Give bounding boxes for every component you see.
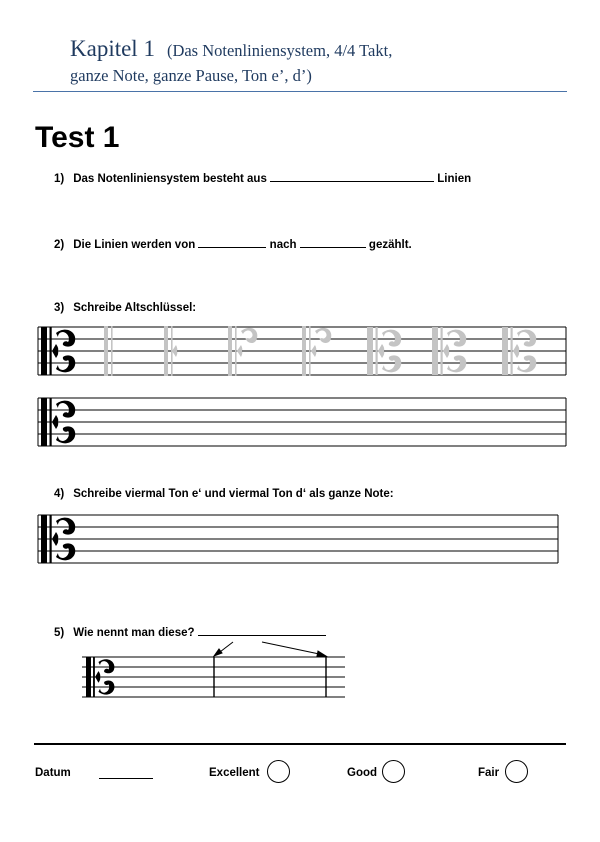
footer-divider	[34, 743, 566, 745]
excellent-label: Excellent	[209, 767, 260, 779]
question-4-number: 4)	[54, 488, 65, 500]
datum-blank[interactable]	[99, 767, 153, 779]
chapter-subtitle-line1: (Das Notenliniensystem, 4/4 Takt,	[166, 41, 393, 60]
test-title: Test 1	[35, 121, 120, 154]
question-3-number: 3)	[54, 302, 65, 314]
good-circle[interactable]	[382, 760, 405, 783]
question-5-text: Wie nennt man diese?	[73, 627, 195, 639]
question-2-number: 2)	[54, 239, 65, 251]
question-2-middle: nach	[269, 239, 297, 251]
staff-barlines-question	[82, 642, 345, 697]
pointer-arrows	[214, 642, 326, 656]
staff-tracing	[38, 326, 566, 376]
question-1-text: Das Notenliniensystem besteht aus	[73, 173, 267, 185]
question-2-suffix: gezählt.	[368, 239, 412, 251]
chapter-title: Kapitel 1	[70, 36, 155, 61]
question-1-number: 1)	[54, 173, 65, 185]
question-2-text: Die Linien werden von	[73, 239, 196, 251]
fair-label: Fair	[478, 767, 500, 779]
question-3-text: Schreibe Altschlüssel:	[73, 302, 197, 314]
staff-practice[interactable]	[38, 398, 566, 446]
question-1-suffix: Linien	[437, 173, 472, 185]
staff-notes-exercise[interactable]	[38, 515, 558, 563]
datum-label: Datum	[35, 767, 71, 779]
excellent-circle[interactable]	[267, 760, 290, 783]
chapter-subtitle-line2: ganze Note, ganze Pause, Ton e’, d’)	[70, 66, 312, 85]
question-5-number: 5)	[54, 627, 65, 639]
good-label: Good	[347, 767, 378, 779]
question-4-text: Schreibe viermal Ton e‘ und viermal Ton d‘ als ganze Note:	[73, 488, 394, 500]
fair-circle[interactable]	[505, 760, 528, 783]
